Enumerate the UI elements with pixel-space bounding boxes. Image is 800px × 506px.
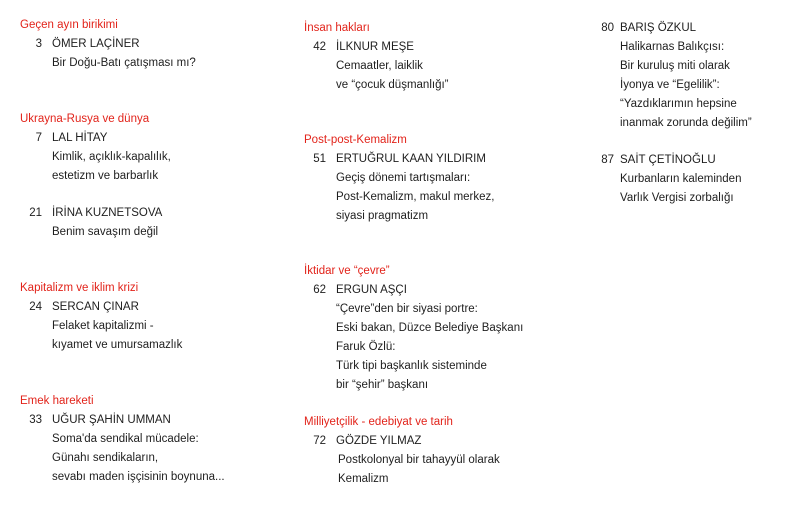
article-title-line: Kurbanların kaleminden <box>620 173 742 185</box>
article-title-line: Cemaatler, laiklik <box>336 60 423 72</box>
article-title-line: estetizm ve barbarlık <box>52 170 159 182</box>
author-name: UĞUR ŞAHİN UMMAN <box>52 414 171 426</box>
article-title-line: “Yazdıklarımın hepsine <box>620 98 737 110</box>
section-title: Ukrayna-Rusya ve dünya <box>20 113 150 125</box>
section-title: Kapitalizm ve iklim krizi <box>20 282 139 294</box>
article-title-line: Faruk Özlü: <box>336 341 396 353</box>
section-title: Milliyetçilik - edebiyat ve tarih <box>304 416 453 428</box>
article-title-line: Soma'da sendikal mücadele: <box>52 433 199 445</box>
article-title-line: Günahı sendikaların, <box>52 452 159 464</box>
section-title: İnsan hakları <box>304 22 370 34</box>
toc-section <box>304 19 449 95</box>
author-name: SAİT ÇETİNOĞLU <box>620 154 716 166</box>
article-title-line: inanmak zorunda değilim” <box>620 117 752 129</box>
article-title-line: kıyamet ve umursamazlık <box>52 339 183 351</box>
page-number: 3 <box>35 38 42 50</box>
toc-entry[interactable] <box>592 19 752 133</box>
toc-section <box>304 131 494 226</box>
article-title-line: Eski bakan, Düzce Belediye Başkanı <box>336 322 524 334</box>
author-name: LAL HİTAY <box>52 132 108 144</box>
article-title-line: “Çevre”den bir siyasi portre: <box>336 303 478 315</box>
toc-entry[interactable] <box>20 35 196 73</box>
toc-entry[interactable] <box>304 432 500 489</box>
author-name: ERTUĞRUL KAAN YILDIRIM <box>336 153 486 165</box>
article-title-line: Benim savaşım değil <box>52 226 159 238</box>
page-number: 62 <box>313 284 326 296</box>
author-name: İRİNA KUZNETSOVA <box>52 207 163 219</box>
article-title-line: Postkolonyal bir tahayyül olarak <box>338 454 500 466</box>
author-name: İLKNUR MEŞE <box>336 41 414 53</box>
section-title: İktidar ve “çevre” <box>304 265 390 277</box>
page-number: 42 <box>313 41 326 53</box>
toc-section <box>20 16 196 73</box>
toc-entry[interactable] <box>304 150 494 226</box>
toc-section <box>20 279 182 355</box>
toc-entry[interactable] <box>20 129 171 186</box>
author-name: GÖZDE YILMAZ <box>336 435 422 447</box>
toc-section <box>304 413 500 489</box>
page-number: 21 <box>29 207 42 219</box>
article-title-line: Halikarnas Balıkçısı: <box>620 41 725 53</box>
article-title-line: Post-Kemalizm, makul merkez, <box>336 191 495 203</box>
article-title-line: Kemalizm <box>338 473 389 485</box>
article-title-line: ve “çocuk düşmanlığı” <box>336 79 449 91</box>
toc-section <box>20 392 225 487</box>
page-number: 72 <box>313 435 326 447</box>
section-title: Post-post-Kemalizm <box>304 134 407 146</box>
author-name: ÖMER LAÇİNER <box>52 38 140 50</box>
article-title-line: bir “şehir” başkanı <box>336 379 429 391</box>
article-title-line: Varlık Vergisi zorbalığı <box>620 192 734 204</box>
page-number: 24 <box>29 301 42 313</box>
article-title-line: Felaket kapitalizmi - <box>52 320 154 332</box>
toc-entry[interactable] <box>20 204 171 242</box>
page-number: 80 <box>601 22 614 34</box>
author-name: ERGUN AŞÇI <box>336 284 407 296</box>
author-name: SERCAN ÇINAR <box>52 301 139 313</box>
toc-section <box>304 262 523 395</box>
toc-entry[interactable] <box>20 298 182 355</box>
page-number: 51 <box>313 153 326 165</box>
toc-entry[interactable] <box>592 151 752 208</box>
author-name: BARIŞ ÖZKUL <box>620 22 697 34</box>
page-number: 33 <box>29 414 42 426</box>
section-title: Emek hareketi <box>20 395 94 407</box>
toc-section <box>592 19 752 208</box>
section-title: Geçen ayın birikimi <box>20 19 118 31</box>
article-title-line: Geçiş dönemi tartışmaları: <box>336 172 471 184</box>
article-title-line: Kimlik, açıklık-kapalılık, <box>52 151 171 163</box>
article-title-line: İyonya ve “Egelilik”: <box>620 79 720 91</box>
article-title-line: sevabı maden işçisinin boynuna... <box>52 471 225 483</box>
article-title-line: Bir Doğu-Batı çatışması mı? <box>52 57 196 69</box>
toc-section <box>20 110 171 242</box>
toc-entry[interactable] <box>20 411 225 487</box>
article-title-line: Türk tipi başkanlık sisteminde <box>336 360 487 372</box>
toc-entry[interactable] <box>304 281 523 395</box>
article-title-line: Bir kuruluş miti olarak <box>620 60 730 72</box>
toc-entry[interactable] <box>304 38 449 95</box>
page-number: 7 <box>35 132 42 144</box>
article-title-line: siyasi pragmatizm <box>336 210 429 222</box>
page-number: 87 <box>601 154 614 166</box>
